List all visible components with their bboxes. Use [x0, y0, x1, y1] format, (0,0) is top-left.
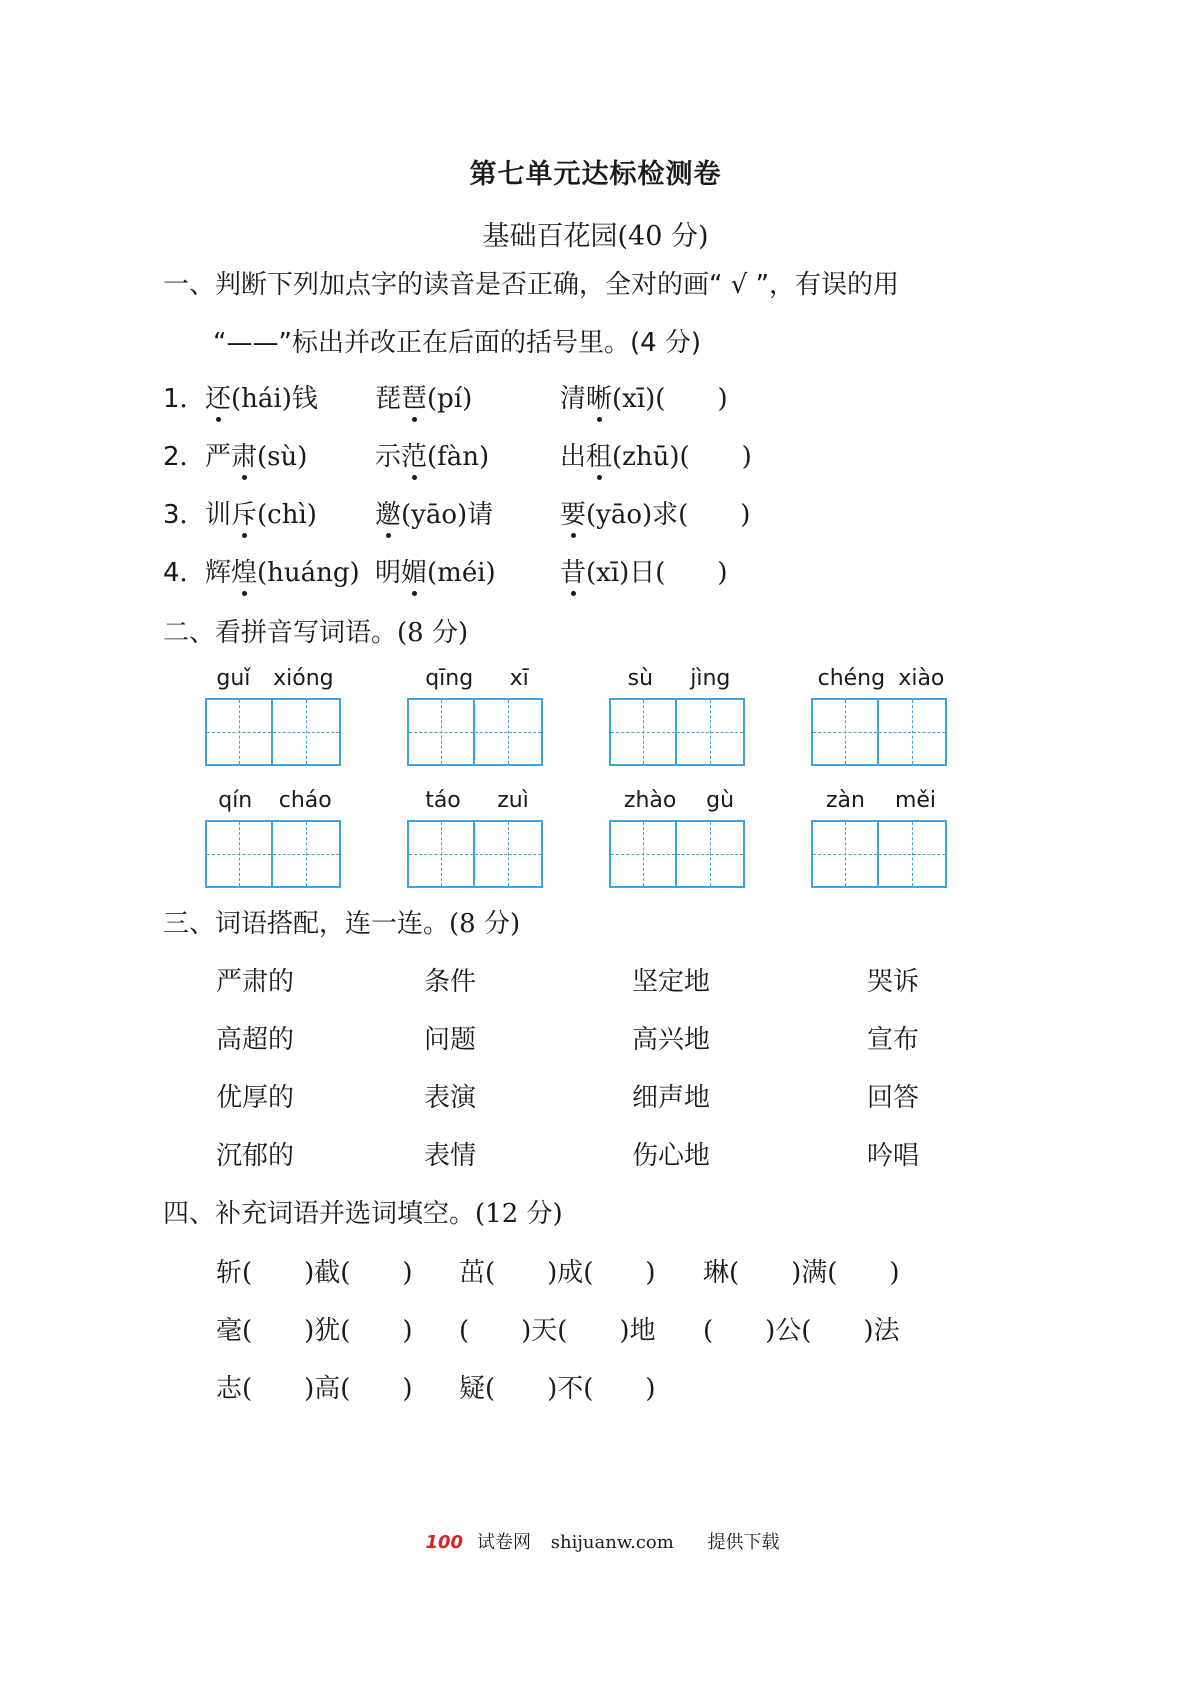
writing-boxes — [205, 698, 345, 766]
match-word[interactable]: 条件 — [424, 967, 477, 997]
pinyin-word-group — [205, 786, 345, 888]
q1-word-post: (xī)( ) — [612, 384, 728, 414]
tianzige-box[interactable] — [609, 698, 677, 766]
pinyin-syllable: gù — [706, 788, 735, 813]
match-word[interactable]: 沉郁的 — [216, 1141, 295, 1171]
pinyin-syllable: sù — [627, 666, 654, 691]
idiom-fill-blank[interactable]: ( )公( )法 — [703, 1316, 900, 1346]
q1-heading-line2: “——”标出并改正在后面的括号里。(4 分) — [213, 328, 702, 358]
tianzige-box[interactable] — [273, 698, 341, 766]
pinyin-syllable: xióng — [273, 666, 334, 691]
q3-heading: 三、词语搭配，连一连。(8 分) — [163, 909, 521, 939]
page-title: 第七单元达标检测卷 — [469, 159, 722, 190]
q1-dotted-char: 媚 — [401, 552, 427, 589]
pinyin-word-group — [407, 664, 547, 766]
q1-dotted-char: 煌 — [231, 552, 257, 589]
q1-dotted-char: 要 — [560, 494, 586, 531]
tianzige-box[interactable] — [205, 698, 273, 766]
q2-heading: 二、看拼音写词语。(8 分) — [163, 618, 469, 648]
q1-word-item — [560, 494, 750, 531]
footer — [0, 1528, 1191, 1554]
pinyin-row — [609, 786, 749, 816]
section-subtitle: 基础百花园(40 分) — [482, 221, 709, 252]
q1-word-item — [205, 494, 317, 531]
tianzige-box[interactable] — [811, 820, 879, 888]
writing-boxes — [407, 820, 547, 888]
pinyin-word-group — [609, 786, 749, 888]
writing-boxes — [205, 820, 345, 888]
tianzige-box[interactable] — [475, 820, 543, 888]
q1-item-number: 3． — [163, 500, 206, 530]
match-word[interactable]: 表情 — [424, 1141, 477, 1171]
tianzige-box[interactable] — [273, 820, 341, 888]
tianzige-box[interactable] — [811, 698, 879, 766]
q1-word-pre: 训 — [205, 500, 232, 530]
q1-word-item — [205, 378, 318, 415]
match-word[interactable]: 严肃的 — [216, 967, 295, 997]
match-word[interactable]: 回答 — [867, 1083, 920, 1113]
q1-item-number: 4． — [163, 558, 206, 588]
pinyin-syllable: xī — [509, 666, 529, 691]
pinyin-row — [609, 664, 749, 694]
match-word[interactable]: 高兴地 — [632, 1025, 711, 1055]
q1-dotted-char: 晰 — [586, 378, 612, 415]
q1-word-item — [560, 436, 752, 473]
tianzige-box[interactable] — [879, 698, 947, 766]
pinyin-syllable: zhào — [623, 788, 677, 813]
q4-heading: 四、补充词语并选词填空。(12 分) — [163, 1199, 563, 1229]
q1-word-post: (pí) — [427, 384, 473, 414]
match-word[interactable]: 哭诉 — [867, 967, 920, 997]
pinyin-syllable: jìng — [690, 666, 731, 691]
q1-dotted-char: 邀 — [375, 494, 401, 531]
q1-word-post: (méi) — [427, 558, 496, 588]
pinyin-syllable: chéng — [817, 666, 886, 691]
q1-dotted-char: 还 — [205, 378, 231, 415]
idiom-fill-blank[interactable]: 斩( )截( ) — [216, 1258, 413, 1288]
tianzige-box[interactable] — [677, 698, 745, 766]
q1-dotted-char: 租 — [586, 436, 612, 473]
pinyin-row — [205, 786, 345, 816]
q1-word-pre: 示 — [375, 442, 402, 472]
q1-word-pre: 清 — [560, 384, 587, 414]
tianzige-box[interactable] — [205, 820, 273, 888]
q1-word-item — [375, 436, 489, 473]
q1-word-pre: 严 — [205, 442, 232, 472]
writing-boxes — [811, 820, 951, 888]
q1-word-item — [205, 436, 307, 473]
writing-boxes — [609, 820, 749, 888]
q1-dotted-char: 斥 — [231, 494, 257, 531]
q1-word-pre: 辉 — [205, 558, 232, 588]
q1-word-item — [560, 552, 728, 589]
q1-dotted-char: 琶 — [401, 378, 427, 415]
q1-word-pre: 明 — [375, 558, 402, 588]
pinyin-word-group — [811, 786, 951, 888]
q1-word-post: (fàn) — [427, 442, 490, 472]
site-domain: shijuanw.com — [550, 1532, 674, 1553]
pinyin-syllable: xiào — [898, 666, 945, 691]
writing-boxes — [407, 698, 547, 766]
match-word[interactable]: 伤心地 — [632, 1141, 711, 1171]
pinyin-syllable: zàn — [825, 788, 865, 813]
tianzige-box[interactable] — [609, 820, 677, 888]
q1-word-post: (huáng) — [257, 558, 360, 588]
q1-word-item — [375, 552, 496, 589]
q1-dotted-char: 肃 — [231, 436, 257, 473]
q1-word-post: (yāo)请 — [401, 500, 494, 530]
match-word[interactable]: 细声地 — [632, 1083, 711, 1113]
pinyin-syllable: qín — [218, 788, 253, 813]
writing-boxes — [609, 698, 749, 766]
pinyin-word-group — [811, 664, 951, 766]
pinyin-syllable: qīng — [425, 666, 474, 691]
q1-word-pre: 出 — [560, 442, 587, 472]
pinyin-syllable: cháo — [278, 788, 332, 813]
idiom-fill-blank[interactable]: 茁( )成( ) — [459, 1258, 656, 1288]
q1-word-item — [205, 552, 360, 589]
q1-word-item — [560, 378, 728, 415]
pinyin-row — [811, 664, 951, 694]
q1-item-number: 1． — [163, 384, 206, 414]
match-word[interactable]: 表演 — [424, 1083, 477, 1113]
pinyin-row — [205, 664, 345, 694]
idiom-fill-blank[interactable]: 志( )高( ) — [216, 1374, 413, 1404]
q1-dotted-char: 昔 — [560, 552, 586, 589]
q1-word-post: (zhū)( ) — [612, 442, 752, 472]
q1-item-number: 2． — [163, 442, 206, 472]
idiom-fill-blank[interactable]: 毫( )犹( ) — [216, 1316, 413, 1346]
pinyin-word-group — [609, 664, 749, 766]
q1-word-pre: 琵 — [375, 384, 402, 414]
pinyin-word-group — [205, 664, 345, 766]
q1-dotted-char: 范 — [401, 436, 427, 473]
idiom-fill-blank[interactable]: 琳( )满( ) — [703, 1258, 900, 1288]
tianzige-box[interactable] — [475, 698, 543, 766]
pinyin-syllable: zuì — [497, 788, 529, 813]
site-logo: 100 — [425, 1532, 464, 1553]
pinyin-syllable: měi — [894, 788, 937, 813]
pinyin-word-group — [407, 786, 547, 888]
match-word[interactable]: 问题 — [424, 1025, 477, 1055]
match-word[interactable]: 坚定地 — [632, 967, 711, 997]
tianzige-box[interactable] — [677, 820, 745, 888]
tianzige-box[interactable] — [407, 820, 475, 888]
q1-word-post: (sù) — [257, 442, 308, 472]
idiom-fill-blank[interactable]: 疑( )不( ) — [459, 1374, 656, 1404]
match-word[interactable]: 优厚的 — [216, 1083, 295, 1113]
q1-word-post: (hái)钱 — [231, 384, 318, 414]
q1-word-item — [375, 378, 472, 415]
pinyin-syllable: guǐ — [216, 666, 251, 691]
pinyin-row — [811, 786, 951, 816]
q1-word-item — [375, 494, 493, 531]
pinyin-row — [407, 664, 547, 694]
q1-heading-line1: 一、判断下列加点字的读音是否正确，全对的画“ √ ”，有误的用 — [163, 270, 900, 300]
footer-note: 提供下载 — [707, 1532, 780, 1553]
idiom-fill-blank[interactable]: ( )天( )地 — [459, 1316, 656, 1346]
pinyin-row — [407, 786, 547, 816]
site-name: 试卷网 — [477, 1532, 532, 1553]
tianzige-box[interactable] — [407, 698, 475, 766]
q1-word-post: (yāo)求( ) — [586, 500, 751, 530]
q1-word-post: (xī)日( ) — [586, 558, 728, 588]
pinyin-syllable: táo — [425, 788, 461, 813]
tianzige-box[interactable] — [879, 820, 947, 888]
match-word[interactable]: 高超的 — [216, 1025, 295, 1055]
match-word[interactable]: 吟唱 — [867, 1141, 920, 1171]
match-word[interactable]: 宣布 — [867, 1025, 920, 1055]
q1-word-post: (chì) — [257, 500, 317, 530]
writing-boxes — [811, 698, 951, 766]
